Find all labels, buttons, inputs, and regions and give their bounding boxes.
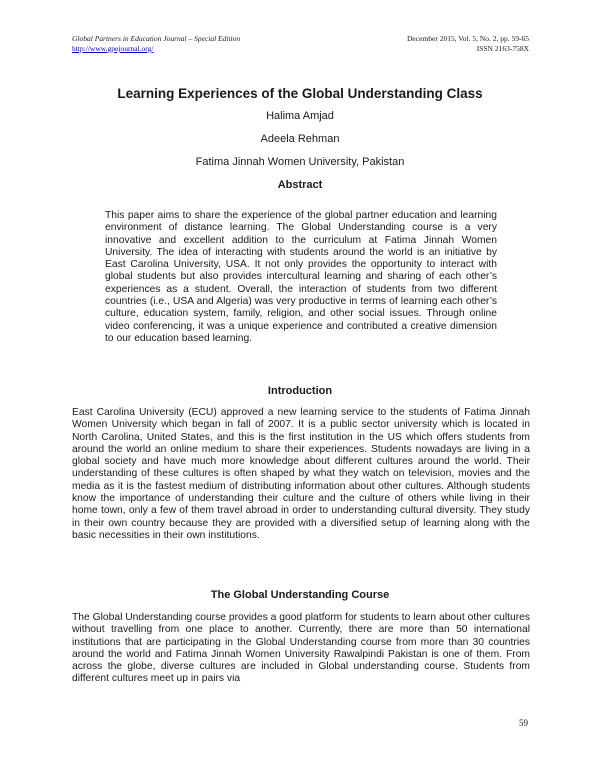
introduction-heading: Introduction bbox=[267, 385, 333, 397]
abstract-heading: Abstract bbox=[277, 179, 323, 191]
paper-title: Learning Experiences of the Global Understanding Class bbox=[117, 86, 483, 101]
course-text: The Global Understanding course provides a good platform for students to learn about other cultures without travelling from one place to another. Currently, there are more than 50 international institutions that are participating in the Global Understanding course from more than 30 countries around the world and Fatima Jinnah Women University Rawalpindi Pakistan is one of them. From across the globe, diverse cultures are included in Global understanding course. Students from different cultures meet up in pairs via bbox=[72, 612, 530, 685]
author-name: Adeela Rehman bbox=[260, 133, 340, 145]
introduction-text: East Carolina University (ECU) approved a new learning service to the students of Fatima Jinnah Women University which began in fall of 2007. It is a public sector university which is located in North Carolina, United States, and this is the first institution in the US which offers students from around the world an online medium to share their experiences. Students nowadays are living in a global society and have much more knowledge about different cultures around the world. Their understanding of these cultures is often shaped by what they watch on television, movies and the media as it is the fastest medium of distributing information about other cultures. Although students know the importance of understanding their culture and the culture of others while living in their home town, only a few of them travel abroad in order to understanding cultural diversity. They study in their own country because they are provided with a diversified setup of learning along with the basic necessities in their own institutions. bbox=[72, 407, 530, 541]
issue-info: December 2015, Vol. 5, No. 2, pp. 59-65 bbox=[407, 34, 529, 43]
issn: ISSN 2163-758X bbox=[476, 44, 529, 53]
author-affiliation: Fatima Jinnah Women University, Pakistan bbox=[195, 156, 405, 168]
abstract-text: This paper aims to share the experience of the global partner education and learning environment of distance learning. The Global Understanding course is a very innovative and excellent addition to the curriculum at Fatima Jinnah Women University. The idea of interacting with students around the world is an initiative by East Carolina University, USA. It not only provides the opportunity to interact with global students but also provides intercultural learning and sharing of each other’s experiences as a student. Overall, the interaction of students from two different countries (i.e., USA and Algeria) was very productive in terms of learning each other’s culture, education system, family, religion, and other social issues. Through online video conferencing, it was a unique experience and contributed a creative dimension to our education based learning. bbox=[105, 210, 497, 344]
journal-name: Global Partners in Education Journal – Special Edition bbox=[72, 34, 241, 43]
running-header-right bbox=[407, 34, 529, 54]
journal-url-link[interactable]: http://www.gpejournal.org/ bbox=[72, 44, 154, 53]
running-header-left bbox=[72, 34, 240, 54]
course-heading: The Global Understanding Course bbox=[210, 589, 390, 601]
page-number: 59 bbox=[519, 718, 528, 728]
author-name: Halima Amjad bbox=[266, 110, 334, 122]
